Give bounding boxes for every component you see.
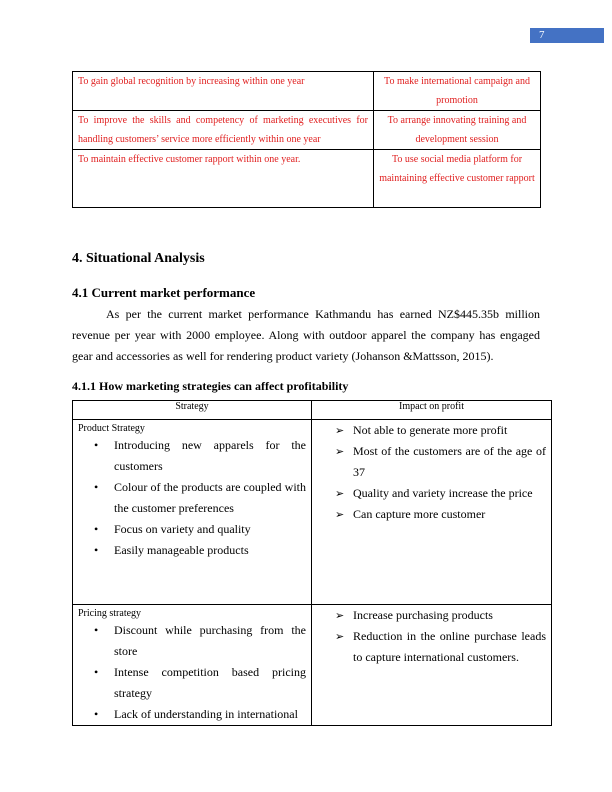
pricing-strategy-cell: [73, 605, 312, 726]
table-row: [73, 72, 541, 111]
pricing-strategy-title: Pricing strategy: [78, 608, 142, 619]
page-number: 7: [530, 28, 604, 43]
strategy-header: Strategy: [73, 401, 312, 420]
list-item: ➢ Not able to generate more profit: [353, 420, 546, 441]
table-row: [73, 420, 552, 605]
list-item: ➢ Can capture more customer: [353, 504, 546, 525]
table-row: [73, 150, 541, 208]
pricing-points-list: [78, 620, 306, 725]
list-item: ➢ Increase purchasing products: [353, 605, 546, 626]
impact-header: Impact on profit: [312, 401, 552, 420]
action-cell: To use social media platform for maintaining effective customer rapport: [374, 150, 541, 208]
pricing-impact-list: [317, 605, 546, 668]
table-header-row: [73, 401, 552, 420]
pricing-impact-cell: [312, 605, 552, 726]
action-cell: To arrange innovating training and development session: [374, 111, 541, 150]
list-item: • Colour of the products are coupled with the customer preferences: [114, 477, 306, 519]
list-item: • Lack of understanding in international: [114, 704, 306, 725]
product-points-list: [78, 435, 306, 561]
body-paragraph: As per the current market performance Kathmandu has earned NZ$445.35b million revenue per year with 2000 employee. Along with outdoor apparel the company has engaged gear and accessories as well for rendering product variety (Johanson &Mattsson, 2015).: [72, 307, 540, 363]
goals-table: [72, 71, 541, 208]
subsection-heading: 4.1 Current market performance: [72, 285, 256, 300]
list-item: • Discount while purchasing from the store: [114, 620, 306, 662]
product-strategy-title: Product Strategy: [78, 423, 145, 434]
product-strategy-cell: [73, 420, 312, 605]
list-item: • Focus on variety and quality: [114, 519, 306, 540]
table-row: [73, 111, 541, 150]
section-heading: 4. Situational Analysis: [72, 251, 205, 266]
objective-cell: To gain global recognition by increasing within one year: [73, 72, 374, 111]
objective-cell: To maintain effective customer rapport within one year.: [73, 150, 374, 208]
product-impact-cell: [312, 420, 552, 605]
action-cell: To make international campaign and promotion: [374, 72, 541, 111]
strategy-table: [72, 400, 552, 726]
list-item: ➢ Reduction in the online purchase leads to capture international customers.: [353, 626, 546, 668]
list-item: ➢ Most of the customers are of the age of 37: [353, 441, 546, 483]
table-row: [73, 605, 552, 726]
objective-cell: To improve the skills and competency of marketing executives for handling customers’ service more efficiently within one year: [73, 111, 374, 150]
list-item: ➢ Quality and variety increase the price: [353, 483, 546, 504]
subsubsection-heading: 4.1.1 How marketing strategies can affect profitability: [72, 379, 349, 393]
list-item: • Easily manageable products: [114, 540, 306, 561]
list-item: • Intense competition based pricing strategy: [114, 662, 306, 704]
product-impact-list: [317, 420, 546, 525]
list-item: • Introducing new apparels for the customers: [114, 435, 306, 477]
